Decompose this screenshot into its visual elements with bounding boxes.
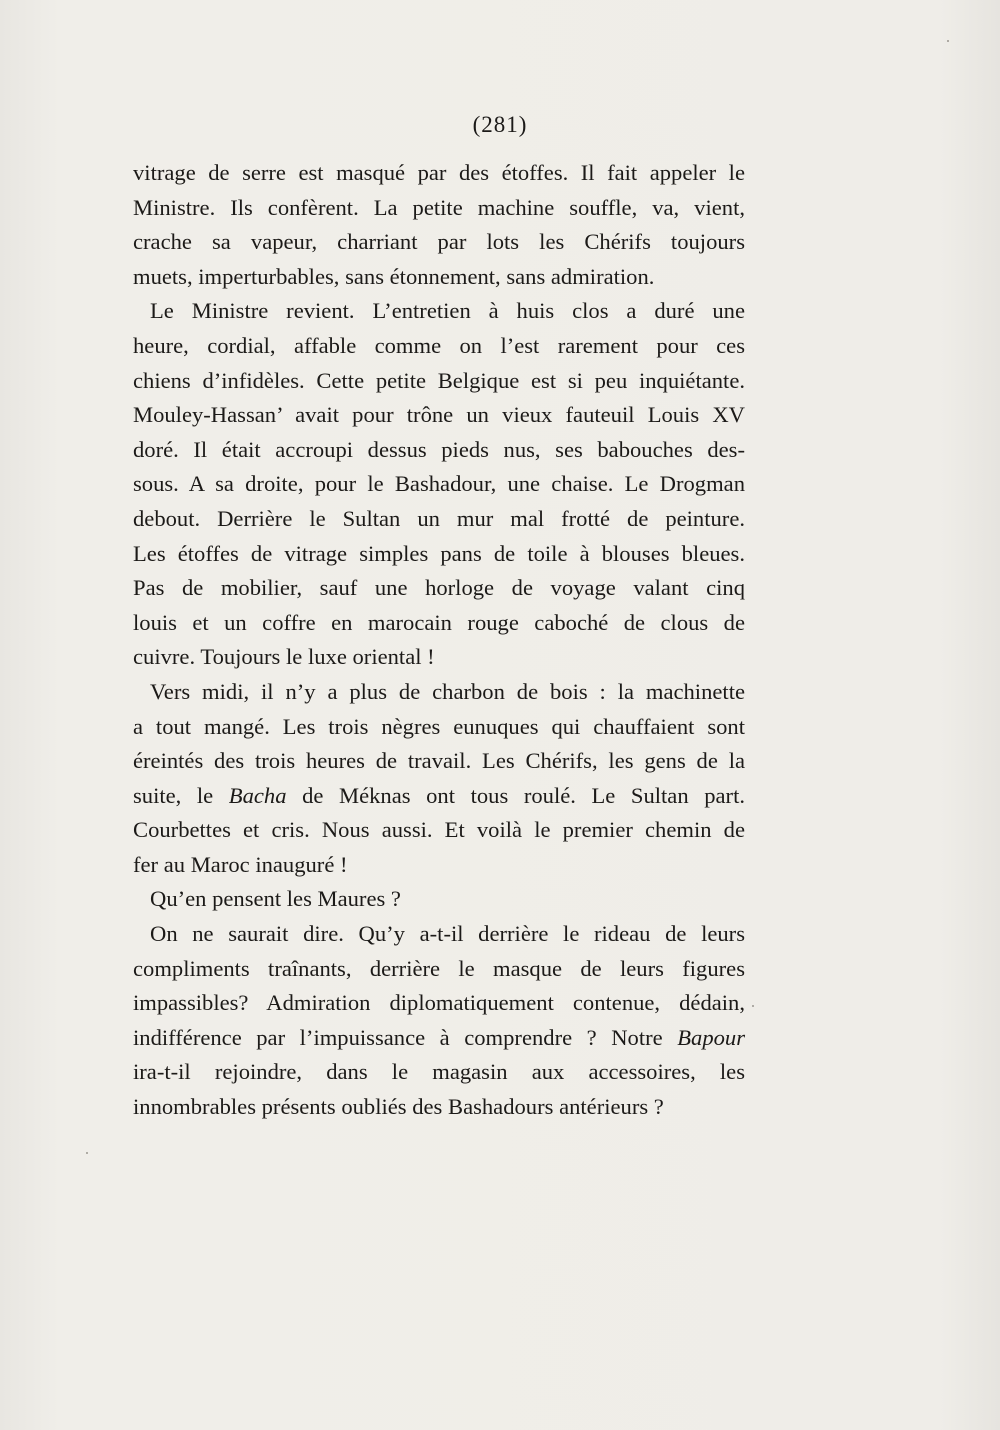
paragraph: [133, 675, 745, 883]
text-line: Le Ministre revient. L’entretien à huis clos a duré une: [150, 298, 745, 324]
text-line: debout. Derrière le Sultan un mur mal frotté de peinture.: [133, 505, 745, 531]
text-line: chiens d’infidèles. Cette petite Belgique est si peu inquiétante.: [133, 367, 745, 393]
text-line: doré. Il était accroupi dessus pieds nus, ses babouches des-: [133, 436, 745, 462]
text-line: impassibles? Admiration diplomatiquement contenue, dédain,: [133, 990, 745, 1016]
text-line: heure, cordial, affable comme on l’est rarement pour ces: [133, 332, 745, 358]
text-segment: indifférence par l’impuissance à comprendre ? Notre: [133, 1024, 678, 1050]
text-line: On ne saurait dire. Qu’y a-t-il derrière le rideau de leurs: [150, 921, 745, 947]
text-line: Ministre. Ils confèrent. La petite machine souffle, va, vient,: [133, 194, 745, 220]
paper-speck: [752, 1005, 754, 1007]
paragraph: [133, 156, 745, 294]
text-line: compliments traînants, derrière le masque de leurs figures: [133, 955, 745, 981]
text-line: a tout mangé. Les trois nègres eunuques qui chauffaient sont: [133, 713, 745, 739]
text-line: Pas de mobilier, sauf une horloge de voyage valant cinq: [133, 575, 745, 601]
text-line: sous. A sa droite, pour le Bashadour, une chaise. Le Drogman: [133, 471, 745, 497]
text-line: Les étoffes de vitrage simples pans de toile à blouses bleues.: [133, 540, 745, 566]
text-segment: suite, le: [133, 782, 229, 808]
paragraph: [133, 294, 745, 675]
text-line: Courbettes et cris. Nous aussi. Et voilà le premier chemin de: [133, 817, 745, 843]
text-line: vitrage de serre est masqué par des étoffes. Il fait appeler le: [133, 160, 745, 185]
paper-speck: [947, 40, 949, 42]
text-line-with-italic: [133, 1021, 745, 1056]
text-line: cuivre. Toujours le luxe oriental !: [133, 644, 435, 670]
body-text: [133, 156, 745, 1125]
text-line: muets, imperturbables, sans étonnement, sans admiration.: [133, 263, 655, 289]
page-number: (281): [472, 112, 528, 137]
paragraph: [133, 882, 745, 917]
text-segment: de Méknas ont tous roulé. Le Sultan part.: [286, 782, 745, 808]
paragraph: [133, 917, 745, 1125]
text-line: ira-t-il rejoindre, dans le magasin aux accessoires, les: [133, 1059, 745, 1085]
text-line: éreintés des trois heures de travail. Les Chérifs, les gens de la: [133, 748, 745, 774]
text-line: fer au Maroc inauguré !: [133, 851, 348, 877]
text-line-with-italic: [133, 779, 745, 814]
text-line: louis et un coffre en marocain rouge caboché de clous de: [133, 609, 745, 635]
text-line: crache sa vapeur, charriant par lots les Chérifs toujours: [133, 229, 745, 255]
text-line: Qu’en pensent les Maures ?: [150, 886, 401, 912]
italic-term: Bacha: [228, 782, 287, 808]
text-line: Vers midi, il n’y a plus de charbon de bois : la machinette: [150, 678, 745, 704]
paper-speck: [86, 1152, 88, 1154]
text-line: Mouley-Hassan’ avait pour trône un vieux fauteuil Louis XV: [133, 402, 745, 428]
italic-term: Bapour: [677, 1024, 745, 1050]
text-line: innombrables présents oubliés des Bashadours antérieurs ?: [133, 1094, 664, 1120]
